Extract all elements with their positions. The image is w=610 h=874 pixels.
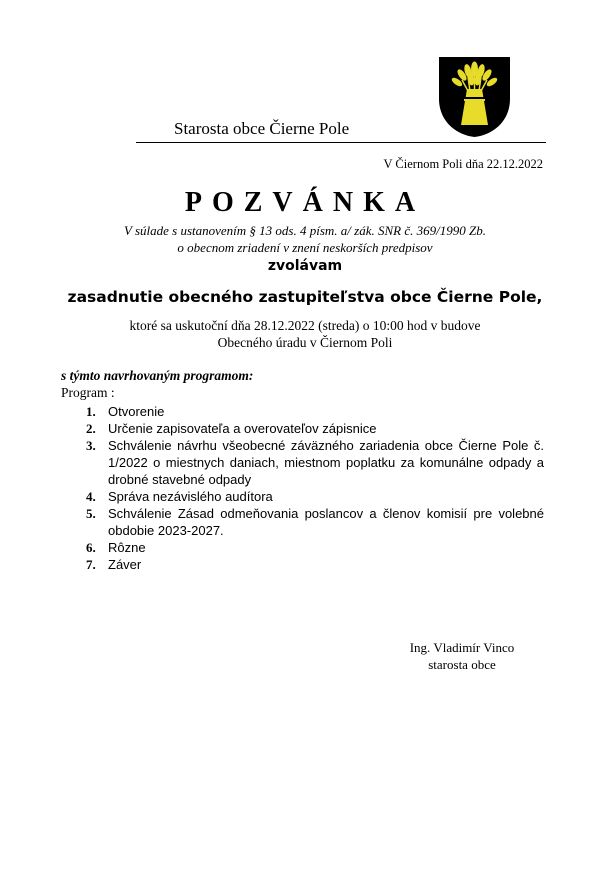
agenda-item-text: Správa nezávislého audítora [108,489,273,504]
agenda-item-number: 4. [86,489,96,504]
agenda-list [86,403,544,573]
header-title: Starosta obce Čierne Pole [174,119,350,138]
signatory-role: starosta obce [428,657,496,672]
agenda-item-number: 1. [86,404,96,419]
legal-basis-line-2: o obecnom zriadení v znení neskorších predpisov [177,240,433,255]
agenda-item-text: Určenie zapisovateľa a overovateľov zápisnice [108,421,377,436]
meeting-info-line-2: Obecného úradu v Čiernom Poli [217,335,393,350]
agenda-item [86,556,544,573]
agenda-item [86,488,544,505]
summon-text: zvolávam [267,258,343,274]
program-intro: s týmto navrhovaným programom: [61,368,254,383]
agenda-item-number: 2. [86,421,96,436]
agenda-item [86,505,544,539]
document-title: POZVÁNKA [184,187,426,218]
header-divider [136,142,546,143]
agenda-item [86,403,544,420]
agenda-item [86,420,544,437]
date-line: V Čiernom Poli dňa 22.12.2022 [383,157,543,171]
signature-block [400,639,524,673]
signatory-name: Ing. Vladimír Vinco [409,640,515,655]
agenda-item-number: 7. [86,557,96,572]
agenda-item-text: Schválenie návrhu všeobecné záväzného zariadenia obce Čierne Pole č. 1/2022 o miestnych daniach, miestnom poplatku za komunálne odpady a drobné stavebné odpady [108,438,544,487]
agenda-item-text: Záver [108,557,142,572]
wheat-sheaf-crest-icon [437,55,512,139]
agenda-item-text: Schválenie Zásad odmeňovania poslancov a členov komisií pre volebné obdobie 2023-2027. [108,506,544,538]
agenda-item-text: Otvorenie [108,404,165,419]
meeting-info [0,317,610,351]
agenda-item-number: 5. [86,506,96,521]
agenda-item-text: Rôzne [108,540,146,555]
legal-basis [0,222,610,256]
legal-basis-line-1: V súlade s ustanovením § 13 ods. 4 písm. a/ zák. SNR č. 369/1990 Zb. [124,223,486,238]
program-label: Program : [61,385,115,400]
agenda-item [86,437,544,488]
agenda-item [86,539,544,556]
agenda-item-number: 3. [86,438,96,453]
meeting-heading: zasadnutie obecného zastupiteľstva obce Čierne Pole, [67,288,543,306]
meeting-info-line-1: ktoré sa uskutoční dňa 28.12.2022 (streda) o 10:00 hod v budove [129,318,481,333]
agenda-item-number: 6. [86,540,96,555]
